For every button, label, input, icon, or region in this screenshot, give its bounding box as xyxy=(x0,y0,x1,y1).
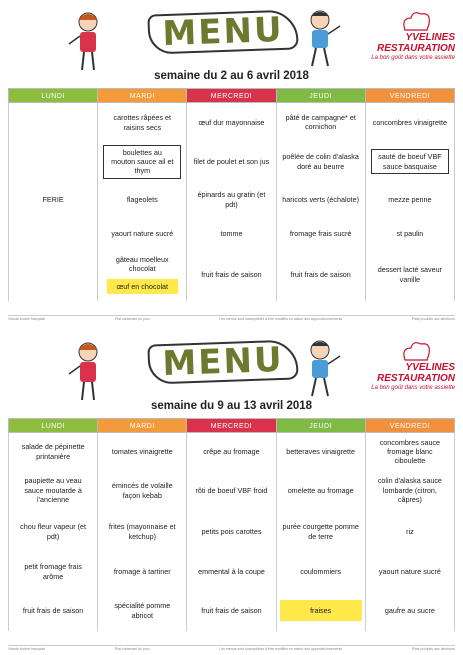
logo-tagline: La bon goût dans votre assiette xyxy=(371,55,455,61)
menu-cell: emmental à la coupe xyxy=(187,553,276,591)
menu-cell: mezze penne xyxy=(365,181,454,219)
logo-line2: RESTAURATION xyxy=(377,43,455,54)
table-row xyxy=(9,249,455,301)
highlighted-menu-item: œuf en chocolat xyxy=(107,279,179,294)
menu-item-text: gâteau moelleux chocolat xyxy=(115,255,169,274)
menu-cell xyxy=(276,103,365,143)
yvelines-restauration-logo xyxy=(345,10,455,70)
footer-legend: Plat contenant du porc xyxy=(114,317,150,321)
menu-title: MENU xyxy=(147,339,298,384)
menu-cell: colin d'alaska sauce lombarde (citron, câpres) xyxy=(365,471,454,511)
menu-cell: haricots verts (échalote) xyxy=(276,181,365,219)
menu-cell: concombres sauce fromage blanc ciboulette xyxy=(365,433,454,471)
menu-cell: filet de poulet et son jus xyxy=(187,143,276,181)
menu-item-text: pâté de campagne* et cornichon xyxy=(285,112,356,132)
menu-cell: petit fromage frais arôme xyxy=(9,553,98,591)
menu-cell: spécialité pomme abricot xyxy=(98,591,187,631)
boxed-menu-item: boulettes au mouton sauce ail et thym xyxy=(103,145,181,179)
footer-legend: Les menus sont susceptibles d'être modifiés en raison des approvisionnements xyxy=(219,317,343,321)
menu-cell: dessert lacté saveur vanille xyxy=(365,249,454,301)
table-row xyxy=(9,143,455,181)
menu-cell: fromage frais sucré xyxy=(276,219,365,249)
table-row xyxy=(9,219,455,249)
menu-cell: salade de pépinette printanière xyxy=(9,433,98,471)
menu-cell: paupiette au veau sauce moutarde à l'ancienne xyxy=(9,471,98,511)
menu-cell: frites (mayonnaise et ketchup) xyxy=(98,511,187,553)
table-row xyxy=(9,103,455,143)
menu-cell: FERIE xyxy=(9,181,98,219)
menu-table xyxy=(8,88,455,301)
menu-cell xyxy=(98,143,187,181)
highlighted-menu-item: fraises xyxy=(280,600,362,621)
footer-legend: Plats produits aux alentours xyxy=(411,647,455,651)
menu-cell xyxy=(9,103,98,143)
menu-header xyxy=(8,330,455,412)
day-header-mercredi: MERCREDI xyxy=(187,419,276,433)
menu-cell: st paulin xyxy=(365,219,454,249)
menu-cell: petits pois carottes xyxy=(187,511,276,553)
girl-illustration xyxy=(63,8,113,78)
chef-hat-icon xyxy=(399,10,435,34)
chef-hat-icon xyxy=(399,340,435,364)
day-header-jeudi: JEUDI xyxy=(276,419,365,433)
menu-cell xyxy=(365,143,454,181)
week-title: semaine du 2 au 6 avril 2018 xyxy=(154,70,309,82)
menu-cell: poêlée de colin d'alaska doré au beurre xyxy=(276,143,365,181)
menu-footer xyxy=(8,645,455,653)
menu-cell: tomates vinaigrette xyxy=(98,433,187,471)
day-header-lundi: LUNDI xyxy=(9,89,98,103)
menu-cell: tomme xyxy=(187,219,276,249)
boy-illustration xyxy=(298,336,343,404)
menu-cell: concombres vinaigrette xyxy=(365,103,454,143)
table-row xyxy=(9,511,455,553)
menu-table xyxy=(8,418,455,631)
menu-cell xyxy=(9,143,98,181)
day-header-lundi: LUNDI xyxy=(9,419,98,433)
menu-cell: riz xyxy=(365,511,454,553)
menu-cell: omelette au fromage xyxy=(276,471,365,511)
footer-legend: Plat contenant du porc xyxy=(114,647,150,651)
menu-cell xyxy=(9,249,98,301)
menu-cell: carottes râpées et raisins secs xyxy=(98,103,187,143)
week-title: semaine du 9 au 13 avril 2018 xyxy=(150,400,313,412)
day-header-vendredi: VENDREDI xyxy=(365,419,454,433)
menu-cell: crêpe au fromage xyxy=(187,433,276,471)
menu-header xyxy=(8,0,455,82)
girl-illustration xyxy=(63,338,113,408)
menu-cell: yaourt nature sucré xyxy=(98,219,187,249)
table-row xyxy=(9,471,455,511)
menu-cell: betteraves vinaigrette xyxy=(276,433,365,471)
footer-legend: Viande bovine française xyxy=(8,647,46,651)
logo-line2: RESTAURATION xyxy=(377,373,455,384)
table-row xyxy=(9,591,455,631)
boy-illustration xyxy=(298,6,343,74)
menu-cell: purée courgette pomme de terre xyxy=(276,511,365,553)
menu-cell xyxy=(9,219,98,249)
menu-cell: gaufre au sucre xyxy=(365,591,454,631)
menu-sheet-week-2 xyxy=(8,330,455,655)
menu-title: MENU xyxy=(147,9,298,54)
menu-sheet-week-1 xyxy=(8,0,455,325)
day-header-mardi: MARDI xyxy=(98,89,187,103)
menu-cell: chou fleur vapeur (et pdt) xyxy=(9,511,98,553)
menu-cell: émincés de volaille façon kebab xyxy=(98,471,187,511)
menu-cell xyxy=(98,249,187,301)
day-header-jeudi: JEUDI xyxy=(276,89,365,103)
table-row xyxy=(9,181,455,219)
menu-cell: fruit frais de saison xyxy=(187,591,276,631)
logo-line1: YVELINES xyxy=(405,362,455,373)
menu-cell xyxy=(276,591,365,631)
menu-cell: flageolets xyxy=(98,181,187,219)
menu-cell: œuf dur mayonnaise xyxy=(187,103,276,143)
table-row xyxy=(9,553,455,591)
logo-tagline: La bon goût dans votre assiette xyxy=(371,385,455,391)
table-row xyxy=(9,433,455,471)
menu-cell: fruit frais de saison xyxy=(9,591,98,631)
menu-cell: yaourt nature sucré xyxy=(365,553,454,591)
menu-cell: rôti de boeuf VBF froid xyxy=(187,471,276,511)
day-header-vendredi: VENDREDI xyxy=(365,89,454,103)
menu-cell: fromage à tartiner xyxy=(98,553,187,591)
menu-cell: épinards au gratin (et pdt) xyxy=(187,181,276,219)
menu-cell: fruit frais de saison xyxy=(276,249,365,301)
footer-legend: Plats produits aux alentours xyxy=(411,317,455,321)
day-header-mercredi: MERCREDI xyxy=(187,89,276,103)
menu-footer xyxy=(8,315,455,323)
footer-legend: Viande bovine française xyxy=(8,317,46,321)
day-header-mardi: MARDI xyxy=(98,419,187,433)
footer-legend: Les menus sont susceptibles d'être modifiés en raison des approvisionnements xyxy=(219,647,343,651)
yvelines-restauration-logo xyxy=(345,340,455,400)
boxed-menu-item: sauté de boeuf VBF sauce basquaise xyxy=(371,149,449,174)
menu-cell: coulommiers xyxy=(276,553,365,591)
logo-line1: YVELINES xyxy=(405,32,455,43)
menu-cell: fruit frais de saison xyxy=(187,249,276,301)
